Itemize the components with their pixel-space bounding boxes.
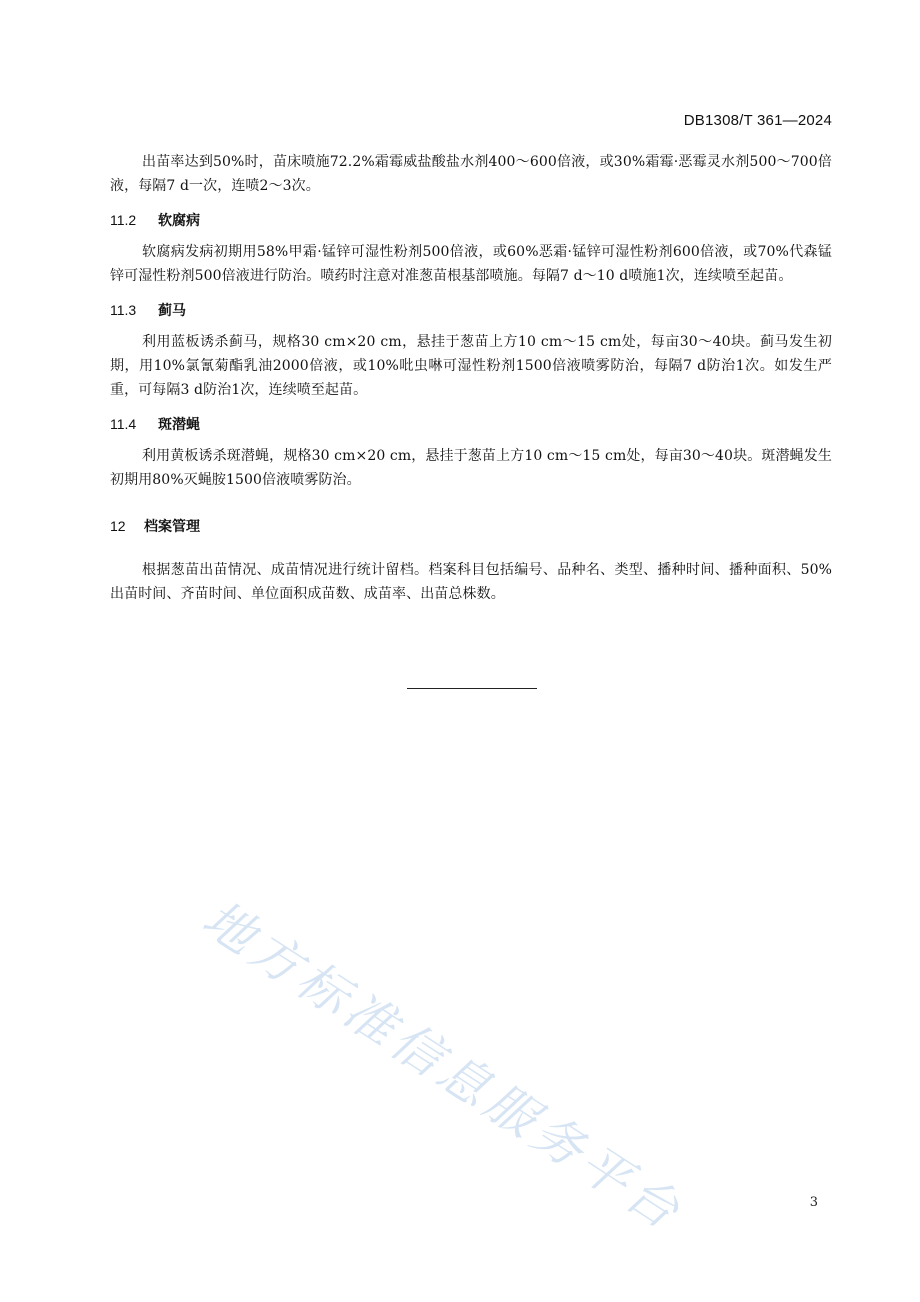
section-title: 档案管理 [144,518,200,534]
section-paragraph-11-4: 利用黄板诱杀斑潜蝇，规格30 cm×20 cm，悬挂于葱苗上方10 cm～15 cm处，每亩30～40块。斑潜蝇发生初期用80%灭蝇胺1500倍液喷雾防治。 [110,448,832,488]
section-title: 斑潜蝇 [158,416,200,432]
section-title: 蓟马 [158,302,186,318]
section-heading-11-3 [110,298,832,322]
section-number: 11.3 [110,302,137,318]
section-number: 11.4 [110,416,137,432]
section-heading-12 [110,514,832,538]
section-number: 11.2 [110,212,137,228]
section-heading-11-2 [110,208,832,232]
section-paragraph-12: 根据葱苗出苗情况、成苗情况进行统计留档。档案科目包括编号、品种名、类型、播种时间、播种面积、50%出苗时间、齐苗时间、单位面积成苗数、成苗率、出苗总株数。 [110,562,832,602]
watermark: 地方标准信息服务平台 [192,889,694,1243]
document-code: DB1308/T 361—2024 [683,112,832,129]
document-body [110,150,832,606]
page-number: 3 [809,1195,818,1210]
intro-paragraph: 出苗率达到50%时，苗床喷施72.2%霜霉威盐酸盐水剂400～600倍液，或30%霜霉·恶霉灵水剂500～700倍液，每隔7 d一次，连喷2～3次。 [110,154,832,194]
end-of-document-rule [407,688,537,689]
section-paragraph-11-3: 利用蓝板诱杀蓟马，规格30 cm×20 cm，悬挂于葱苗上方10 cm～15 cm处，每亩30～40块。蓟马发生初期，用10%氯氰菊酯乳油2000倍液，或10%吡虫啉可湿性粉剂1500倍液喷雾防治，每隔7 d防治1次。如发生严重，可每隔3 d防治1次，连续喷至起苗。 [110,334,832,398]
section-number: 12 [110,518,126,534]
section-title: 软腐病 [158,212,200,228]
section-paragraph-11-2: 软腐病发病初期用58%甲霜·锰锌可湿性粉剂500倍液，或60%恶霜·锰锌可湿性粉剂600倍液，或70%代森锰锌可湿性粉剂500倍液进行防治。喷药时注意对准葱苗根基部喷施。每隔7 d～10 d喷施1次，连续喷至起苗。 [110,244,832,284]
section-heading-11-4 [110,412,832,436]
